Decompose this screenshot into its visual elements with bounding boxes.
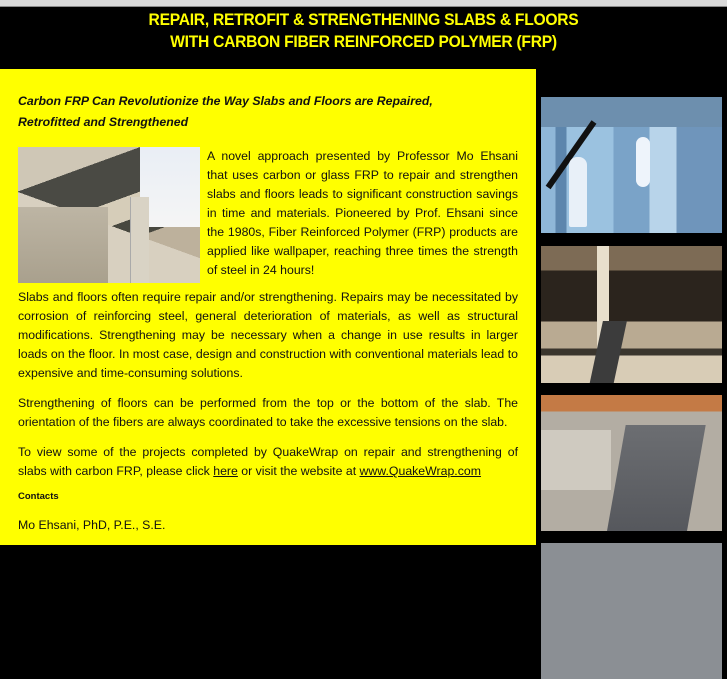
content-panel	[0, 69, 536, 545]
contact-name: Mo Ehsani, PhD, P.E., S.E.	[18, 518, 166, 532]
quakewrap-website-link[interactable]: www.QuakeWrap.com	[359, 464, 481, 478]
strengthening-paragraph: Strengthening of floors can be performed from the top or the bottom of the slab. The orientation of the fibers are always coordinated to take the excessive tensions on the slab.	[18, 396, 518, 429]
floor-frp-strips-photo	[541, 246, 722, 383]
additional-project-photo	[541, 543, 722, 679]
subtitle	[18, 91, 518, 133]
parking-deck-frp-photo	[541, 395, 722, 531]
slabs-paragraph: Slabs and floors often require repair and/or strengthening. Repairs may be necessitated by corrosion of reinforcing steel, general deterioration of materials, as well as structural modifications. Strengthening may be necessary when a change in use results in larger loads on the floor. In most case, design and construction with conventional materials lead to expensive and time-consuming solutions.	[18, 290, 518, 380]
browser-top-strip	[0, 0, 727, 7]
workers-applying-frp-photo	[541, 97, 722, 233]
contacts-heading: Contacts	[18, 491, 59, 502]
page-title-line2: WITH CARBON FIBER REINFORCED POLYMER (FRP)	[170, 32, 557, 51]
intro-paragraph: A novel approach presented by Professor Mo Ehsani that uses carbon or glass FRP to repair and strengthen slabs and floors leads to significant construction savings in time and materials. Pioneered by Prof. Ehsani since the 1980s, Fiber Reinforced Polymer (FRP) products are applied like wallpaper, reaching three times the strength of steel in 24 hours!	[207, 149, 518, 277]
page-header	[0, 7, 727, 69]
here-link[interactable]: here	[213, 464, 238, 478]
subtitle-line1: Carbon FRP Can Revolutionize the Way Slabs and Floors are Repaired,	[18, 94, 433, 108]
subtitle-line2: Retrofitted and Strengthened	[18, 115, 189, 129]
projects-paragraph: To view some of the projects completed by QuakeWrap on repair and strengthening of slabs with carbon FRP, please click here or visit the website at www.QuakeWrap.com	[18, 445, 518, 478]
page-title-line1: REPAIR, RETROFIT & STRENGTHENING SLABS & FLOORS	[148, 10, 579, 29]
slab-repair-thumbnail-image	[18, 147, 200, 283]
